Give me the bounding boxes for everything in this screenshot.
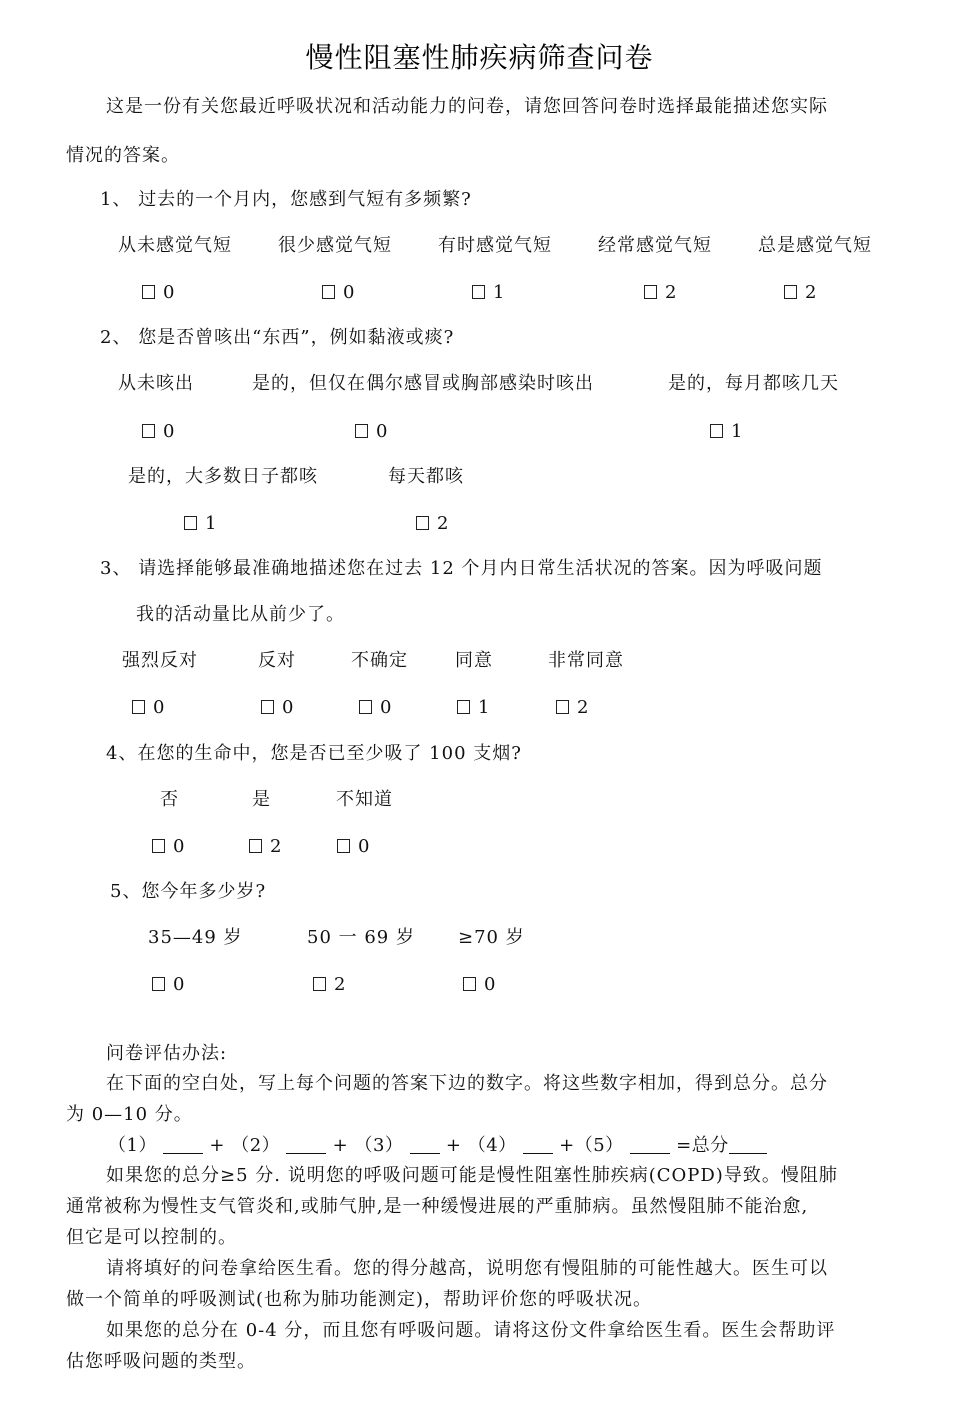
formula-total-label: =总分 (676, 1135, 729, 1156)
question-3 (100, 557, 823, 581)
question-number: 5、 (110, 881, 142, 902)
q5-option-label: ≥70 岁 (458, 927, 525, 948)
checkbox-icon[interactable] (152, 977, 165, 991)
q4-option-label: 不知道 (336, 789, 393, 810)
score: 1 (205, 513, 217, 534)
score: 2 (805, 282, 817, 303)
score-blank-2[interactable] (286, 1135, 326, 1154)
score: 2 (437, 513, 449, 534)
checkbox-icon[interactable] (313, 977, 326, 991)
score: 0 (282, 697, 294, 718)
checkbox-icon[interactable] (457, 700, 470, 714)
q1-option-label: 很少感觉气短 (278, 235, 392, 256)
question-3-continued: 我的活动量比从前少了。 (136, 604, 345, 625)
q5-option-label: 35—49 岁 (148, 927, 243, 948)
question-number: 2、 (100, 327, 132, 348)
checkbox-icon[interactable] (472, 285, 485, 299)
score: 0 (173, 836, 185, 857)
q3-option-label: 不确定 (351, 650, 408, 671)
q3-option-label: 非常同意 (548, 650, 624, 671)
q1-checkbox-option-5[interactable] (784, 281, 817, 305)
q1-checkbox-option-1[interactable] (142, 281, 175, 305)
checkbox-icon[interactable] (132, 700, 145, 714)
score: 2 (577, 697, 589, 718)
checkbox-icon[interactable] (322, 285, 335, 299)
q2-option-label: 是的，但仅在偶尔感冒或胸部感染时咳出 (252, 373, 594, 394)
checkbox-icon[interactable] (556, 700, 569, 714)
score: 0 (376, 421, 388, 442)
evaluation-para2-line2: 通常被称为慢性支气管炎和,或肺气肿,是一种缓慢进展的严重肺病。虽然慢阻肺不能治愈, (66, 1196, 809, 1217)
checkbox-icon[interactable] (142, 285, 155, 299)
question-2 (100, 326, 454, 350)
q2-option-label: 每天都咳 (388, 466, 464, 487)
score: 0 (163, 282, 175, 303)
evaluation-heading: 问卷评估办法: (106, 1043, 228, 1064)
evaluation-para2-line3: 但它是可以控制的。 (66, 1227, 237, 1248)
question-text: 您今年多少岁? (141, 881, 267, 902)
score: 0 (343, 282, 355, 303)
score: 1 (731, 421, 743, 442)
q3-checkbox-option-2[interactable] (261, 696, 294, 720)
formula-label-2: + （2） (209, 1135, 281, 1156)
question-1 (100, 188, 472, 212)
score: 0 (163, 421, 175, 442)
q1-checkbox-option-3[interactable] (472, 281, 505, 305)
q1-option-label: 经常感觉气短 (598, 235, 712, 256)
q2-option-label: 从未咳出 (118, 373, 194, 394)
checkbox-icon[interactable] (644, 285, 657, 299)
evaluation-para3-line2: 做一个简单的呼吸测试(也称为肺功能测定)，帮助评价您的呼吸状况。 (66, 1289, 653, 1310)
score: 2 (665, 282, 677, 303)
q5-checkbox-option-1[interactable] (152, 973, 185, 997)
q3-checkbox-option-4[interactable] (457, 696, 490, 720)
q3-checkbox-option-1[interactable] (132, 696, 165, 720)
score-blank-1[interactable] (163, 1135, 203, 1154)
checkbox-icon[interactable] (152, 839, 165, 853)
q4-checkbox-option-3[interactable] (337, 835, 370, 859)
evaluation-para4-line2: 估您呼吸问题的类型。 (66, 1351, 256, 1372)
question-5 (110, 880, 266, 904)
intro-line-1: 这是一份有关您最近呼吸状况和活动能力的问卷，请您回答问卷时选择最能描述您实际 (106, 96, 828, 117)
question-text: 在您的生命中，您是否已至少吸了 100 支烟? (137, 743, 522, 764)
score: 0 (153, 697, 165, 718)
q1-option-label: 有时感觉气短 (438, 235, 552, 256)
q4-option-label: 是 (252, 789, 271, 810)
checkbox-icon[interactable] (142, 424, 155, 438)
checkbox-icon[interactable] (249, 839, 262, 853)
q2-checkbox-option-5[interactable] (416, 512, 449, 536)
checkbox-icon[interactable] (710, 424, 723, 438)
question-4 (106, 742, 522, 766)
formula-label-3: + （3） (332, 1135, 404, 1156)
question-number: 1、 (100, 189, 132, 210)
q2-checkbox-option-3[interactable] (710, 420, 743, 444)
q3-checkbox-option-5[interactable] (556, 696, 589, 720)
q2-checkbox-option-2[interactable] (355, 420, 388, 444)
checkbox-icon[interactable] (184, 516, 197, 530)
question-text: 过去的一个月内，您感到气短有多频繁? (138, 189, 472, 210)
score-formula (108, 1134, 767, 1158)
q5-option-label: 50 一 69 岁 (307, 927, 415, 948)
question-number: 3、 (100, 558, 132, 579)
q2-option-label: 是的，大多数日子都咳 (128, 466, 318, 487)
q3-option-label: 同意 (455, 650, 493, 671)
total-score-blank[interactable] (729, 1135, 767, 1154)
formula-label-4: + （4） (445, 1135, 517, 1156)
checkbox-icon[interactable] (359, 700, 372, 714)
question-number: 4、 (106, 743, 138, 764)
checkbox-icon[interactable] (784, 285, 797, 299)
score-blank-4[interactable] (523, 1135, 553, 1154)
score: 1 (493, 282, 505, 303)
evaluation-para1-line1: 在下面的空白处，写上每个问题的答案下边的数字。将这些数字相加，得到总分。总分 (106, 1073, 828, 1094)
checkbox-icon[interactable] (355, 424, 368, 438)
question-text: 请选择能够最准确地描述您在过去 12 个月内日常生活状况的答案。因为呼吸问题 (138, 558, 823, 579)
score: 0 (173, 974, 185, 995)
score-blank-5[interactable] (630, 1135, 670, 1154)
q1-checkbox-option-4[interactable] (644, 281, 677, 305)
formula-label-5: +（5） (559, 1135, 624, 1156)
q1-option-label: 总是感觉气短 (758, 235, 872, 256)
q2-checkbox-option-1[interactable] (142, 420, 175, 444)
q3-checkbox-option-3[interactable] (359, 696, 392, 720)
q1-checkbox-option-2[interactable] (322, 281, 355, 305)
evaluation-para2-line1: 如果您的总分≥5 分. 说明您的呼吸问题可能是慢性阻塞性肺疾病(COPD)导致。慢阻肺 (106, 1165, 838, 1186)
q5-checkbox-option-3[interactable] (463, 973, 496, 997)
score: 1 (478, 697, 490, 718)
q2-checkbox-option-4[interactable] (184, 512, 217, 536)
score: 0 (358, 836, 370, 857)
score: 0 (380, 697, 392, 718)
q4-checkbox-option-2[interactable] (249, 835, 282, 859)
checkbox-icon[interactable] (463, 977, 476, 991)
evaluation-para4-line1: 如果您的总分在 0-4 分，而且您有呼吸问题。请将这份文件拿给医生看。医生会帮助评 (106, 1320, 836, 1341)
q1-option-label: 从未感觉气短 (118, 235, 232, 256)
score: 2 (270, 836, 282, 857)
page-title: 慢性阻塞性肺疾病筛查问卷 (305, 41, 654, 74)
q4-option-label: 否 (160, 789, 179, 810)
q3-option-label: 强烈反对 (122, 650, 198, 671)
checkbox-icon[interactable] (261, 700, 274, 714)
q2-option-label: 是的，每月都咳几天 (668, 373, 839, 394)
evaluation-para1-line2: 为 0—10 分。 (66, 1104, 193, 1125)
q3-option-label: 反对 (258, 650, 296, 671)
q5-checkbox-option-2[interactable] (313, 973, 346, 997)
q4-checkbox-option-1[interactable] (152, 835, 185, 859)
score: 2 (334, 974, 346, 995)
score: 0 (484, 974, 496, 995)
checkbox-icon[interactable] (416, 516, 429, 530)
evaluation-para3-line1: 请将填好的问卷拿给医生看。您的得分越高，说明您有慢阻肺的可能性越大。医生可以 (106, 1258, 828, 1279)
score-blank-3[interactable] (410, 1135, 440, 1154)
checkbox-icon[interactable] (337, 839, 350, 853)
question-text: 您是否曾咳出“东西”，例如黏液或痰? (138, 327, 455, 348)
intro-line-2: 情况的答案。 (66, 145, 180, 166)
formula-label-1: （1） (108, 1135, 157, 1156)
